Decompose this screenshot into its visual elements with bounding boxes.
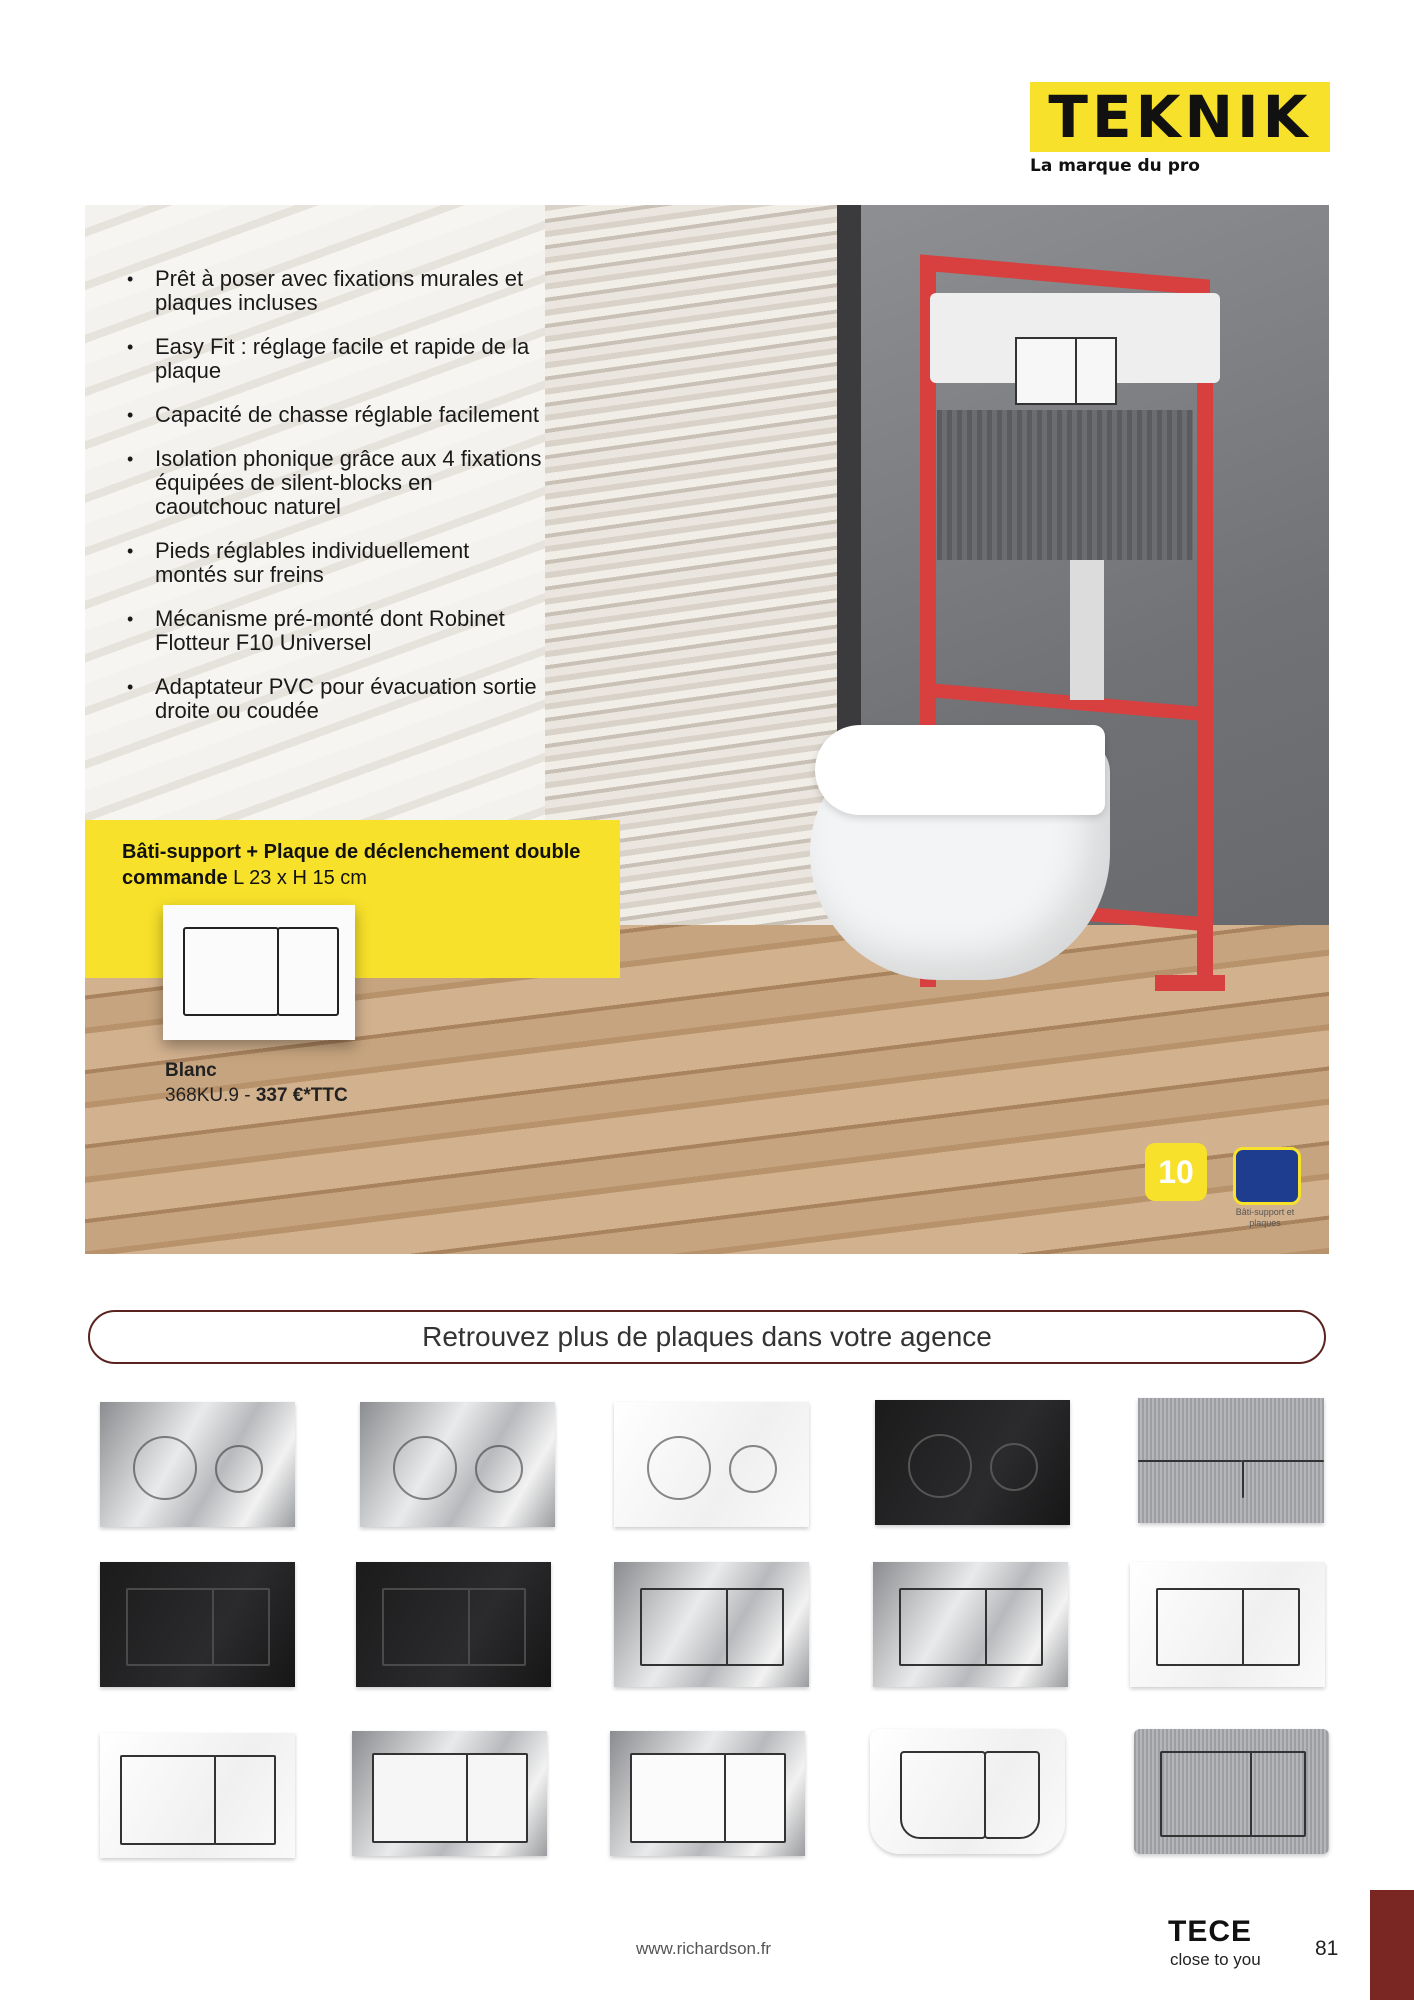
agence-banner: Retrouvez plus de plaques dans votre agence	[88, 1310, 1326, 1364]
flush-plate	[873, 1562, 1068, 1687]
plate-round-button-large	[133, 1436, 197, 1500]
product-plate-image	[163, 905, 355, 1040]
plate-round-button-small	[475, 1445, 523, 1493]
flush-plate	[875, 1400, 1070, 1525]
plate-button-large	[183, 927, 279, 1016]
feature-item: • Mécanisme pré-monté dont Robinet Flotteur F10 Universel	[125, 607, 545, 655]
flush-plate	[352, 1731, 547, 1856]
website-url: www.richardson.fr	[636, 1939, 772, 1958]
plate-round-button-large	[647, 1436, 711, 1500]
section-tab	[1370, 1890, 1414, 2000]
toilet-lid	[815, 725, 1105, 815]
feature-item: • Isolation phonique grâce aux 4 fixations équipées de silent-blocks en caoutchouc naturel	[125, 447, 545, 519]
flush-plate	[870, 1729, 1065, 1854]
plate-round-button-small	[990, 1443, 1038, 1491]
plate-round-button-small	[215, 1445, 263, 1493]
feature-list	[125, 267, 545, 743]
teknik-logo	[1030, 82, 1330, 176]
feature-item: • Prêt à poser avec fixations murales et plaques incluses	[125, 267, 545, 315]
flush-plate	[360, 1402, 555, 1527]
plate-rect-button-large	[372, 1753, 468, 1843]
plate-rect-button-small	[1242, 1460, 1324, 1462]
flush-plate	[100, 1733, 295, 1858]
plate-rect-button-large	[382, 1588, 470, 1666]
product-sku: 368KU.9 -	[165, 1085, 251, 1106]
plate-round-button-large	[908, 1434, 972, 1498]
plate-rect-button-small	[214, 1755, 276, 1845]
plate-round-button-small	[729, 1445, 777, 1493]
plate-button-small	[277, 927, 339, 1016]
product-price: 337 €*TTC	[255, 1085, 348, 1106]
plate-rect-button-large	[126, 1588, 214, 1666]
plate-rect-button-small	[212, 1588, 270, 1666]
plate-rect-button-large	[900, 1751, 986, 1839]
plate-rect-button-small	[468, 1588, 526, 1666]
hero-image	[85, 205, 1329, 1254]
product-name: Bâti-support + Plaque de déclenchement double commande	[122, 841, 581, 889]
logo-tagline: La marque du pro	[1030, 156, 1200, 176]
product-reference	[165, 1085, 348, 1107]
plate-rect-button-large	[1160, 1751, 1252, 1837]
plate-rect-button-small	[1250, 1751, 1306, 1837]
flush-plate	[1134, 1729, 1329, 1854]
flush-plate	[100, 1562, 295, 1687]
plate-round-button-large	[393, 1436, 457, 1500]
plate-divider	[1242, 1460, 1244, 1498]
plate-rect-button-small	[1242, 1588, 1300, 1666]
flush-plate	[614, 1402, 809, 1527]
drain-pipe	[1070, 560, 1104, 700]
feature-item: • Capacité de chasse réglable facilement	[125, 403, 545, 427]
tece-logo: TECE	[1168, 1915, 1253, 1948]
plate-rect-button-small	[466, 1753, 528, 1843]
product-dimensions: L 23 x H 15 cm	[233, 867, 367, 889]
feature-item: • Easy Fit : réglage facile et rapide de la plaque	[125, 335, 545, 383]
plate-rect-button-large	[1156, 1588, 1244, 1666]
flush-plate	[610, 1731, 805, 1856]
cistern-flush-plate	[1015, 337, 1117, 405]
logo-wordmark: TEKNIK	[1030, 82, 1330, 152]
plate-rect-button-large	[899, 1588, 987, 1666]
tece-tagline: close to you	[1170, 1950, 1261, 1969]
page-number: 81	[1315, 1937, 1339, 1960]
plate-rect-button-small	[984, 1751, 1040, 1839]
plate-rect-button-small	[985, 1588, 1043, 1666]
badge-caption: Bâti-support et plaques	[1235, 1207, 1295, 1228]
plate-rect-button-large	[120, 1755, 216, 1845]
flush-plate	[1130, 1562, 1325, 1687]
flush-plate	[356, 1562, 551, 1687]
flush-plate	[1138, 1398, 1324, 1523]
plate-rect-button-large	[640, 1588, 728, 1666]
made-in-europe-badge	[1233, 1147, 1301, 1205]
product-color: Blanc	[165, 1060, 217, 1081]
frame-foot	[1155, 975, 1225, 991]
flush-plate	[614, 1562, 809, 1687]
plate-rect-button-small	[724, 1753, 786, 1843]
cistern-body	[937, 410, 1193, 560]
warranty-badge: 10	[1145, 1143, 1207, 1201]
feature-item: • Adaptateur PVC pour évacuation sortie droite ou coudée	[125, 675, 545, 723]
plate-rect-button-small	[726, 1588, 784, 1666]
feature-item: • Pieds réglables individuellement montés sur freins	[125, 539, 545, 587]
plate-rect-button-large	[630, 1753, 726, 1843]
plate-rect-button-large	[1138, 1460, 1242, 1462]
frame-post-right	[1197, 300, 1213, 980]
flush-plate	[100, 1402, 295, 1527]
product-title	[122, 839, 622, 891]
